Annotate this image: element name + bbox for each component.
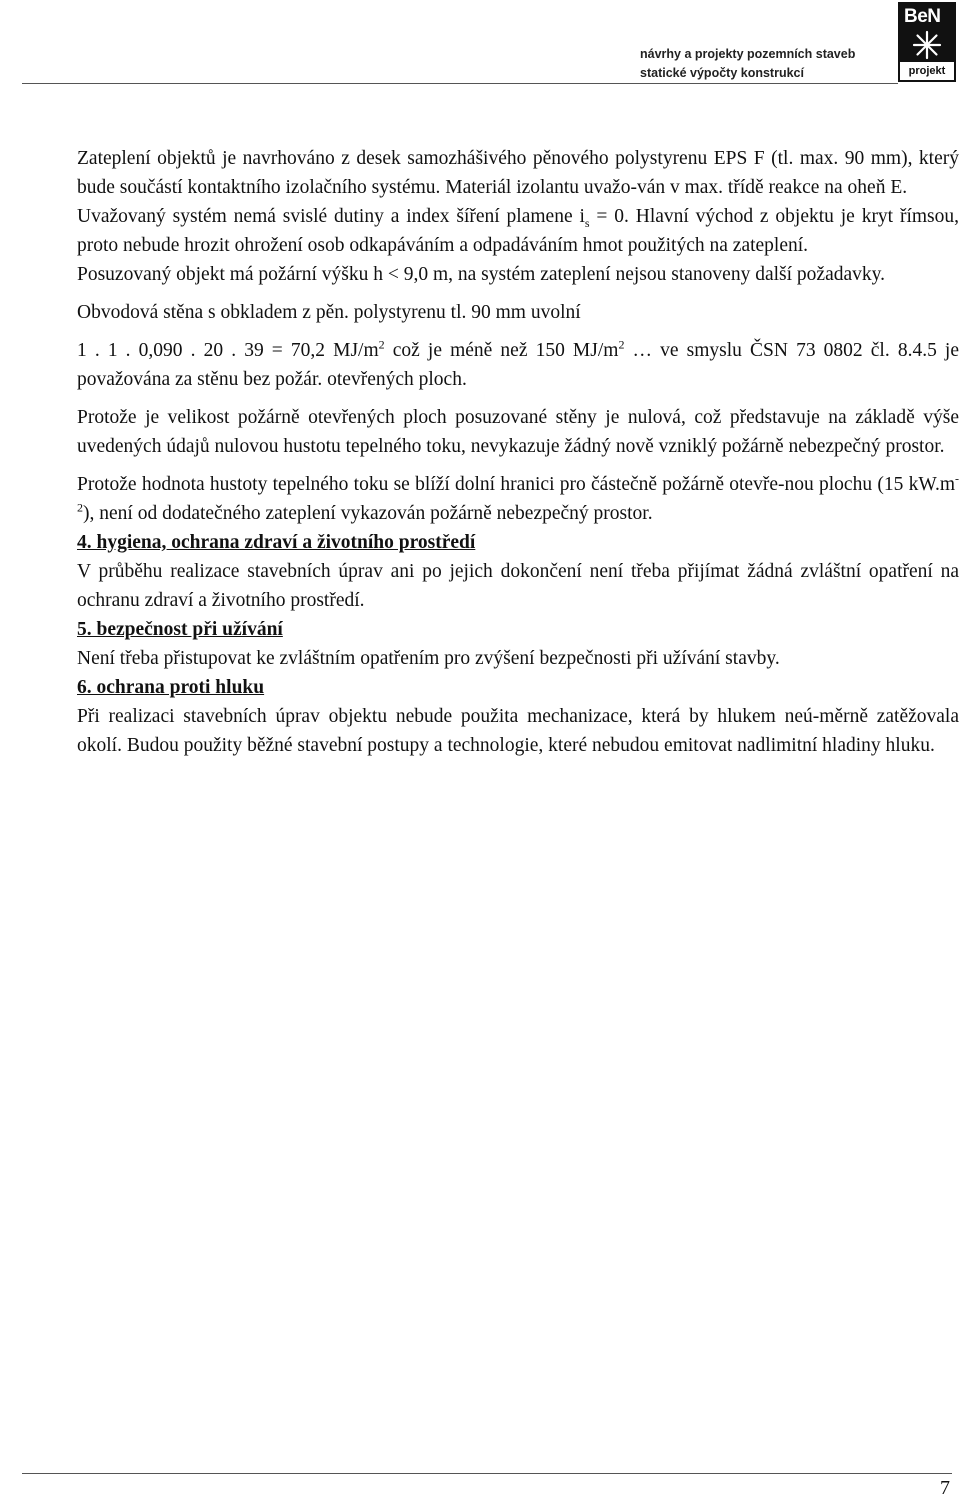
section-heading-hygiene: 4. hygiena, ochrana zdraví a životního prostředí <box>77 532 476 553</box>
subscript-s: s <box>584 215 590 230</box>
paragraph-heat-flux: Protože hodnota hustoty tepelného toku se blíží dolní hranici pro částečně požárně otevře-nou plochu (15 $kW.m^{-2}$), není od dodatečného zateplení vykazován požárně nebezpečný prostor. <box>77 471 959 524</box>
paragraph-calculation: 1 . 1 . 0,090 . 20 . 39 = 70,2 $MJ/m^2$ což je méně než 150 $MJ/m^2$ … ve smyslu ČSN 73 0802 čl. 8.4.5 je považována za stěnu bez požár. otevřených ploch. <box>77 337 960 390</box>
paragraph-hygiene: V průběhu realizace stavebních úprav ani po jejich dokončení není třeba přijímat žádná zvláštní opatření na ochranu zdraví a životního prostředí. <box>77 561 959 611</box>
footer-rule <box>22 1473 952 1474</box>
document-body <box>77 144 959 760</box>
paragraph-flame-index: Uvažovaný systém nemá svislé dutiny a index šíření plamene $i_s = 0$. Hlavní východ z objektu je kryt římsou, proto nebude hrozit ohrožení osob odkapáváním a odpadáváním hmot použitých na zateplení. <box>77 206 959 256</box>
header-line-1: návrhy a projekty pozemních staveb <box>640 47 856 61</box>
page-number: 7 <box>940 1477 950 1499</box>
header-rule <box>22 83 898 84</box>
logo-dark-panel <box>900 4 954 62</box>
star-icon <box>912 30 942 60</box>
superscript-2: 2 <box>378 337 385 352</box>
paragraph-insulation-material: Zateplení objektů je navrhováno z desek samozhášivého pěnového polystyrenu EPS F (tl. max. 90 mm), který bude součástí kontaktního izolačního systému. Materiál izolantu uvažo-ván v max. třídě reakce na oheň E. <box>77 148 959 198</box>
header-line-2: statické výpočty konstrukcí <box>640 66 804 80</box>
paragraph-wall-release: Obvodová stěna s obkladem z pěn. polystyrenu tl. 90 mm uvolní <box>77 302 581 323</box>
superscript-2b: 2 <box>618 337 625 352</box>
company-logo <box>898 2 956 82</box>
superscript-minus-2: -2 <box>77 471 959 515</box>
logo-subtext: projekt <box>908 65 946 77</box>
page-header <box>0 0 960 90</box>
paragraph-open-areas: Protože je velikost požárně otevřených ploch posuzované stěny je nulová, což představuje na základě výše uvedených údajů nulovou hustotu tepelného toku, nevykazuje žádný nově vzniklý požárně nebezpečný prostor. <box>77 407 959 457</box>
paragraph-fire-height: Posuzovaný objekt má požární výšku h < 9,0 m, na systém zateplení nejsou stanoveny další požadavky. <box>77 264 885 285</box>
section-heading-noise: 6. ochrana proti hluku <box>77 677 265 698</box>
paragraph-noise: Při realizaci stavebních úprav objektu nebude použita mechanizace, která by hlukem neú-měrně zatěžovala okolí. Budou použity běžné stavební postupy a technologie, které nebudou emitovat nadlimitní hladiny hluku. <box>77 706 959 756</box>
logo-text: BeN <box>904 6 941 27</box>
section-heading-safety: 5. bezpečnost při užívání <box>77 619 283 640</box>
paragraph-safety: Není třeba přistupovat ke zvláštním opatřením pro zvýšení bezpečnosti při užívání stavby. <box>77 648 780 669</box>
